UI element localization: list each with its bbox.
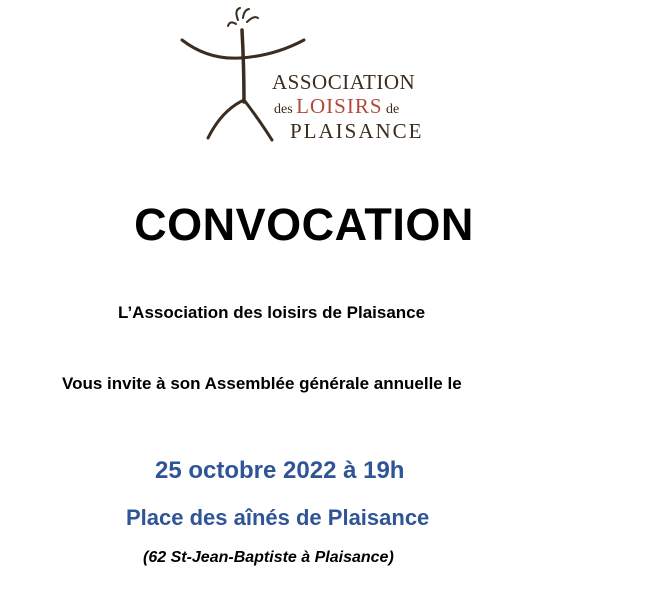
association-logo [178, 6, 438, 146]
event-address: (62 St-Jean-Baptiste à Plaisance) [143, 549, 394, 566]
logo-text-de: de [386, 102, 400, 117]
logo-text-middle [274, 96, 399, 117]
logo-text-plaisance: PLAISANCE [290, 119, 424, 143]
logo-text-association: ASSOCIATION [272, 70, 416, 94]
invitation-line: Vous invite à son Assemblée générale annuelle le [62, 374, 462, 393]
page-title: CONVOCATION [134, 199, 474, 250]
logo-text-des: des [274, 102, 293, 117]
event-date: 25 octobre 2022 à 19h [155, 457, 405, 484]
event-place: Place des aînés de Plaisance [126, 505, 430, 530]
logo-text-loisirs: LOISIRS [296, 94, 383, 118]
organization-line: L’Association des loisirs de Plaisance [118, 303, 426, 322]
